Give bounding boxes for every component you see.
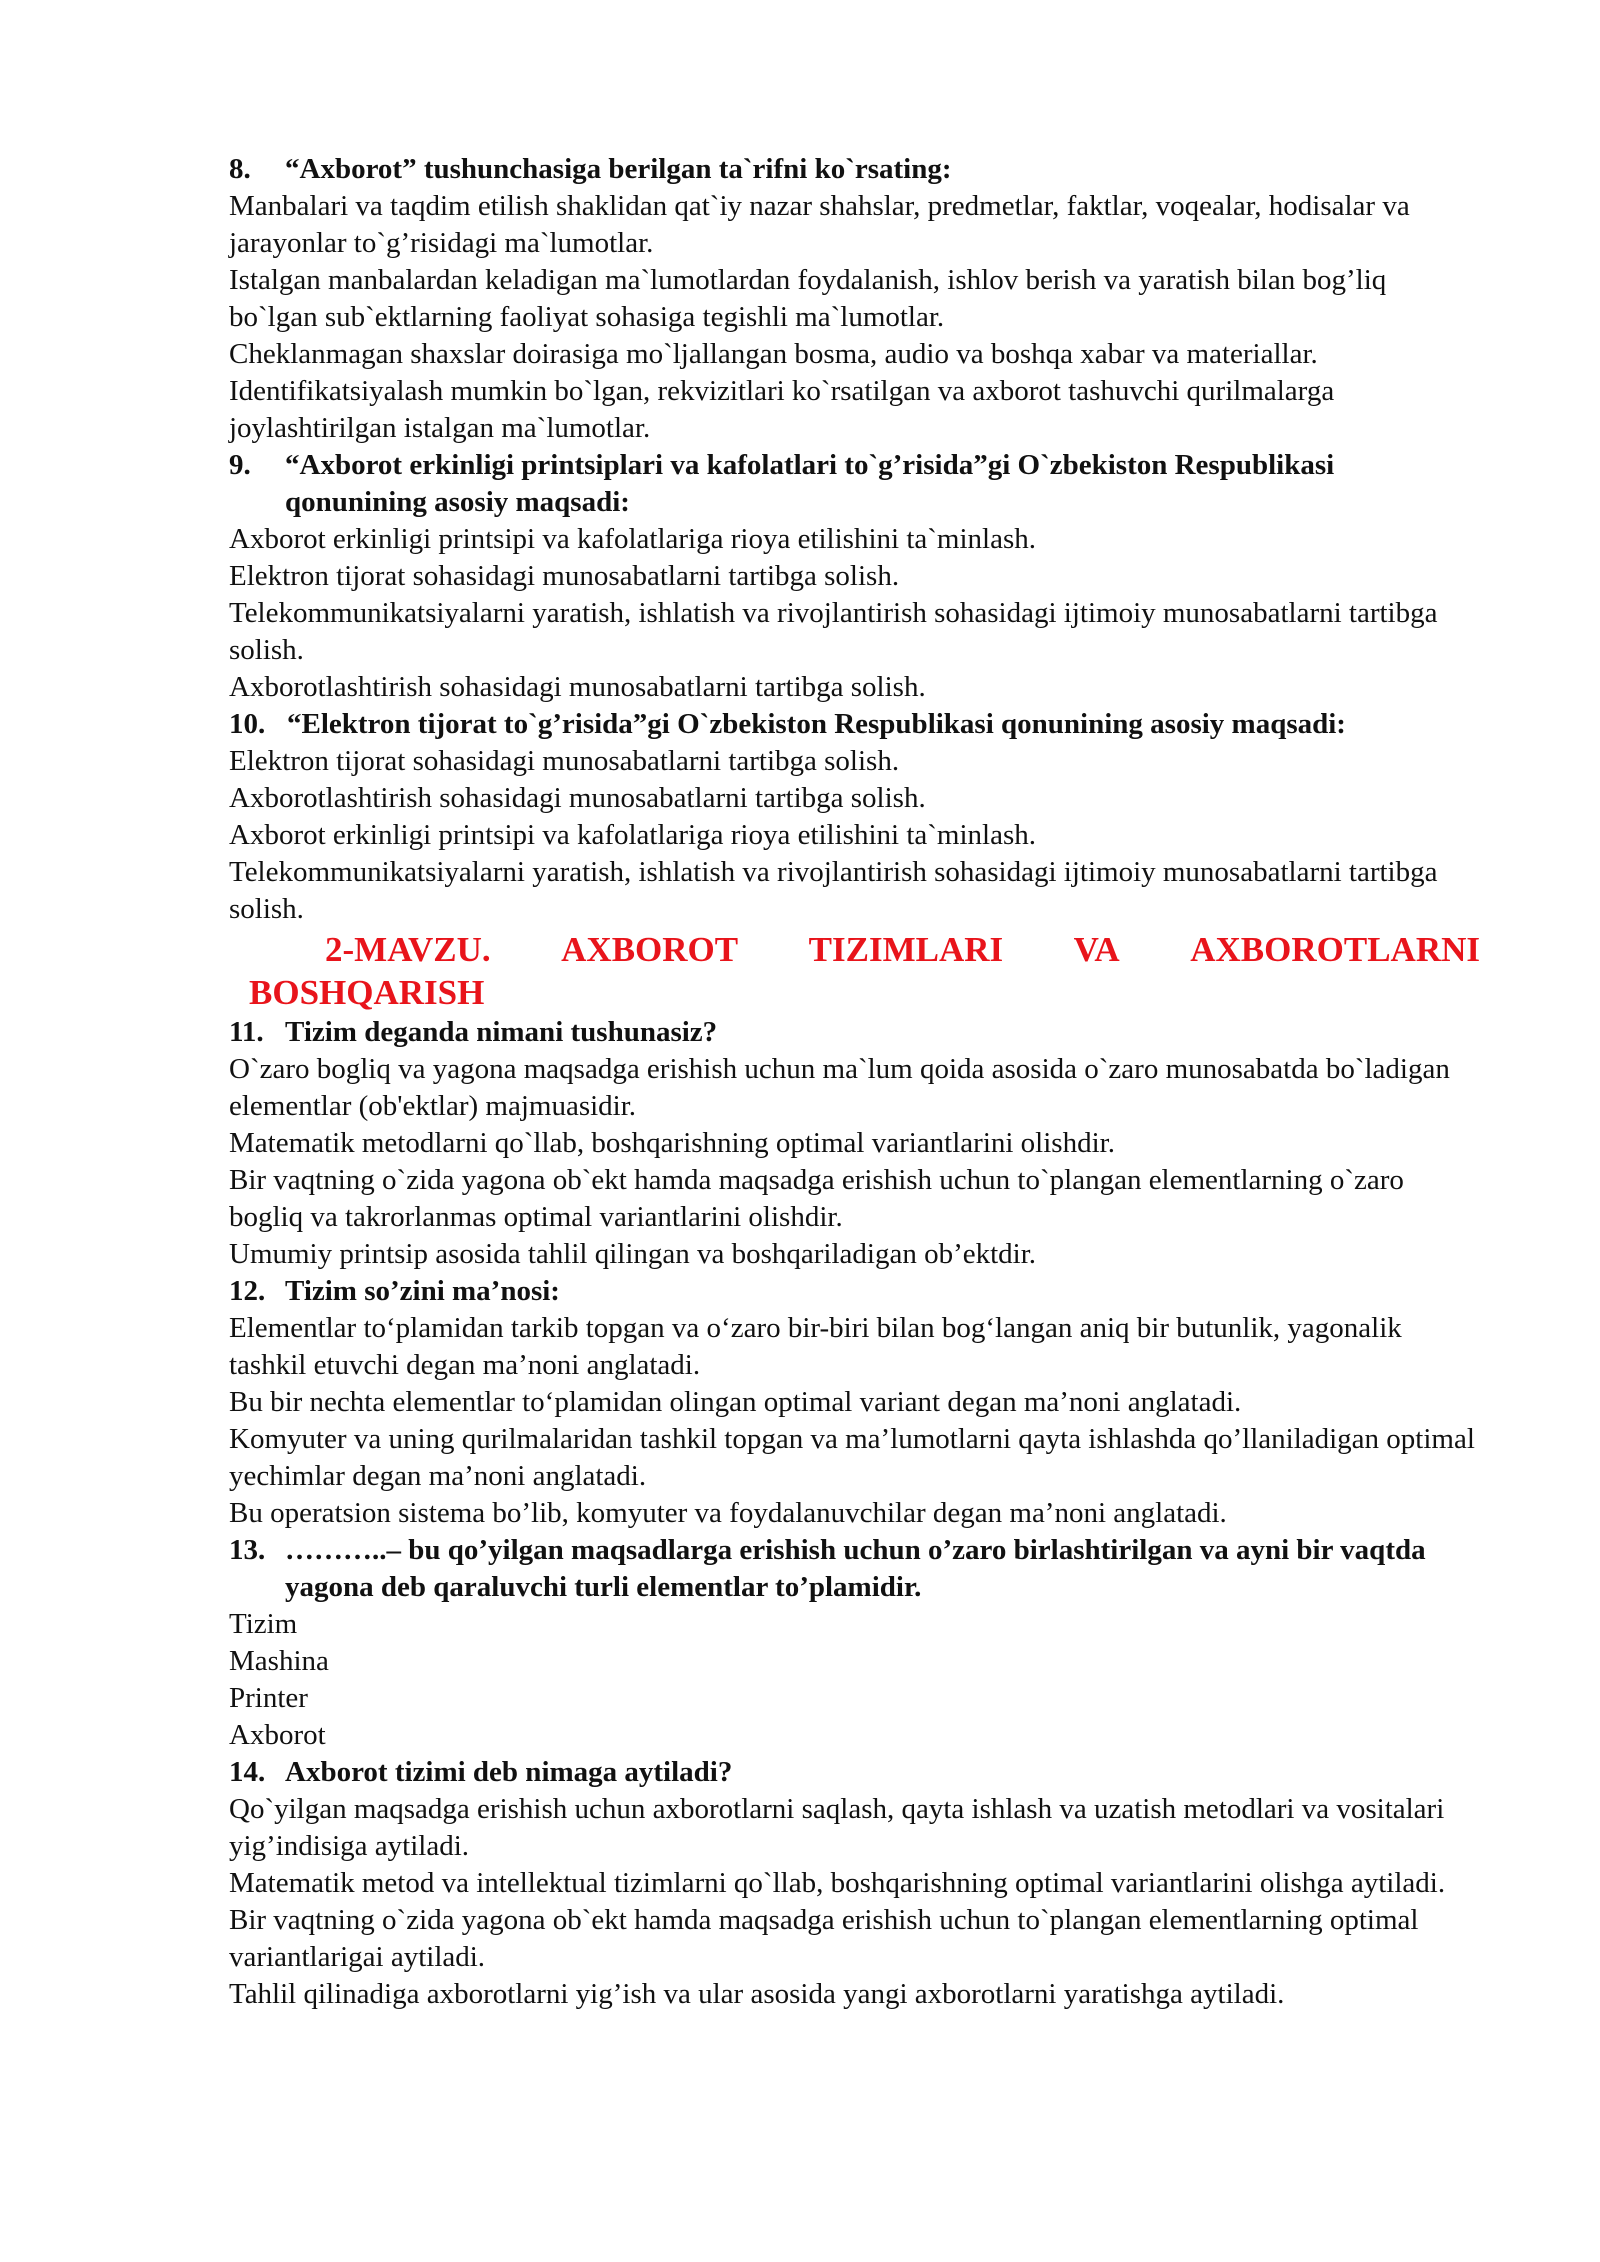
heading-word: AXBOROTLARNI xyxy=(1190,930,1480,969)
answer-option: Axborotlashtirish sohasidagi munosabatlarni tartibga solish. xyxy=(229,782,926,814)
answer-option: O`zaro bogliq va yagona maqsadga erishish uchun ma`lum qoida asosida o`zaro munosabatda bo`ladigan elementlar (ob'ektlar) majmuasidir. xyxy=(229,1053,1450,1122)
question-title xyxy=(229,1273,1480,1310)
answer-option: Axborotlashtirish sohasidagi munosabatlarni tartibga solish. xyxy=(229,671,926,703)
answer-option: Axborot erkinligi printsipi va kafolatlariga rioya etilishini ta`minlash. xyxy=(229,523,1036,555)
answer-option: Bir vaqtning o`zida yagona ob`ekt hamda maqsadga erishish uchun to`plangan elementlarning o`zaro bogliq va takrorlanmas optimal variantlarini olishdir. xyxy=(229,1164,1404,1233)
question-text: “Elektron tijorat to`g’risida”gi O`zbekiston Respublikasi qonunining asosiy maqsadi: xyxy=(287,708,1346,740)
question-title xyxy=(229,1754,1480,1791)
question-title xyxy=(229,1014,1480,1051)
answer-option: Tizim xyxy=(229,1608,298,1640)
question-block xyxy=(229,706,1480,928)
question-number: 9. xyxy=(229,449,251,481)
answer-option: Axborot erkinligi printsipi va kafolatlariga rioya etilishini ta`minlash. xyxy=(229,819,1036,851)
question-block xyxy=(229,1014,1480,1273)
answer-option: Matematik metodlarni qo`llab, boshqarishning optimal variantlarini olishdir. xyxy=(229,1127,1115,1159)
question-block xyxy=(229,1754,1480,2013)
answer-option: Mashina xyxy=(229,1645,329,1677)
question-number: 8. xyxy=(229,153,251,185)
answer-option: Istalgan manbalardan keladigan ma`lumotlardan foydalanish, ishlov berish va yaratish bilan bog’liq bo`lgan sub`ektlarning faoliyat sohasiga tegishli ma`lumotlar. xyxy=(229,264,1387,333)
heading-word: VA xyxy=(1073,930,1120,969)
answer-option: Cheklanmagan shaxslar doirasiga mo`ljallangan bosma, audio va boshqa xabar va materiallar. xyxy=(229,338,1318,370)
question-title xyxy=(229,447,1480,521)
answer-option: Identifikatsiyalash mumkin bo`lgan, rekvizitlari ko`rsatilgan va axborot tashuvchi qurilmalarga joylashtirilgan istalgan ma`lumotlar. xyxy=(229,375,1335,444)
heading-word: AXBOROT xyxy=(561,930,739,969)
question-block xyxy=(229,447,1480,706)
question-title xyxy=(229,706,1480,743)
answer-option: Elektron tijorat sohasidagi munosabatlarni tartibga solish. xyxy=(229,560,900,592)
answer-option: Manbalari va taqdim etilish shaklidan qat`iy nazar shahslar, predmetlar, faktlar, voqealar, hodisalar va jarayonlar to`g’risidagi ma`lumotlar. xyxy=(229,190,1410,259)
answer-option: Axborot xyxy=(229,1719,326,1751)
section-heading-line2: BOSHQARISH xyxy=(249,973,485,1012)
answer-option: Elementlar to‘plamidan tarkib topgan va o‘zaro bir-biri bilan bog‘langan aniq bir butunlik, yagonalik tashkil etuvchi degan ma’noni anglatadi. xyxy=(229,1312,1402,1381)
answer-option: Bu operatsion sistema bo’lib, komyuter va foydalanuvchilar degan ma’noni anglatadi. xyxy=(229,1497,1227,1529)
question-block xyxy=(229,151,1480,447)
answer-option: Elektron tijorat sohasidagi munosabatlarni tartibga solish. xyxy=(229,745,900,777)
question-number: 10. xyxy=(229,708,266,740)
answer-option: Umumiy printsip asosida tahlil qilingan va boshqariladigan ob’ektdir. xyxy=(229,1238,1037,1270)
heading-word: TIZIMLARI xyxy=(808,930,1004,969)
question-number: 14. xyxy=(229,1756,266,1788)
answer-option: Tahlil qilinadiga axborotlarni yig’ish va ular asosida yangi axborotlarni yaratishga aytiladi. xyxy=(229,1978,1285,2010)
answer-option: Telekommunikatsiyalarni yaratish, ishlatish va rivojlantirish sohasidagi ijtimoiy munosabatlarni tartibga solish. xyxy=(229,597,1438,666)
answer-option: Bir vaqtning o`zida yagona ob`ekt hamda maqsadga erishish uchun to`plangan elementlarning optimal variantlarigai aytiladi. xyxy=(229,1904,1419,1973)
question-title xyxy=(229,1532,1480,1606)
section-heading xyxy=(229,928,1480,1014)
question-title xyxy=(229,151,1480,188)
question-block xyxy=(229,1273,1480,1532)
answer-option: Printer xyxy=(229,1682,308,1714)
question-number: 11. xyxy=(229,1016,264,1048)
answer-option: Matematik metod va intellektual tizimlarni qo`llab, boshqarishning optimal variantlarini olishga aytiladi. xyxy=(229,1867,1446,1899)
section-heading-line1 xyxy=(229,928,1480,971)
question-text: “Axborot erkinligi printsiplari va kafolatlari to`g’risida”gi O`zbekiston Respublikasi qonunining asosiy maqsadi: xyxy=(285,449,1335,518)
question-text: ………..– bu qo’yilgan maqsadlarga erishish uchun o’zaro birlashtirilgan va ayni bir vaqtda yagona deb qaraluvchi turli elementlar to’plamidir. xyxy=(285,1534,1426,1603)
question-number: 12. xyxy=(229,1275,266,1307)
question-number: 13. xyxy=(229,1534,266,1566)
question-block xyxy=(229,1532,1480,1754)
question-text: Tizim so’zini ma’nosi: xyxy=(285,1275,560,1307)
answer-option: Bu bir nechta elementlar to‘plamidan olingan optimal variant degan ma’noni anglatadi. xyxy=(229,1386,1242,1418)
question-text: Axborot tizimi deb nimaga aytiladi? xyxy=(285,1756,733,1788)
answer-option: Telekommunikatsiyalarni yaratish, ishlatish va rivojlantirish sohasidagi ijtimoiy munosabatlarni tartibga solish. xyxy=(229,856,1438,925)
question-text: Tizim deganda nimani tushunasiz? xyxy=(285,1016,718,1048)
answer-option: Qo`yilgan maqsadga erishish uchun axborotlarni saqlash, qayta ishlash va uzatish metodlari va vositalari yig’indisiga aytiladi. xyxy=(229,1793,1445,1862)
question-text: “Axborot” tushunchasiga berilgan ta`rifni ko`rsating: xyxy=(285,153,952,185)
heading-word: 2-MAVZU. xyxy=(325,930,491,969)
answer-option: Komyuter va uning qurilmalaridan tashkil topgan va ma’lumotlarni qayta ishlashda qo’llaniladigan optimal yechimlar degan ma’noni anglatadi. xyxy=(229,1423,1475,1492)
